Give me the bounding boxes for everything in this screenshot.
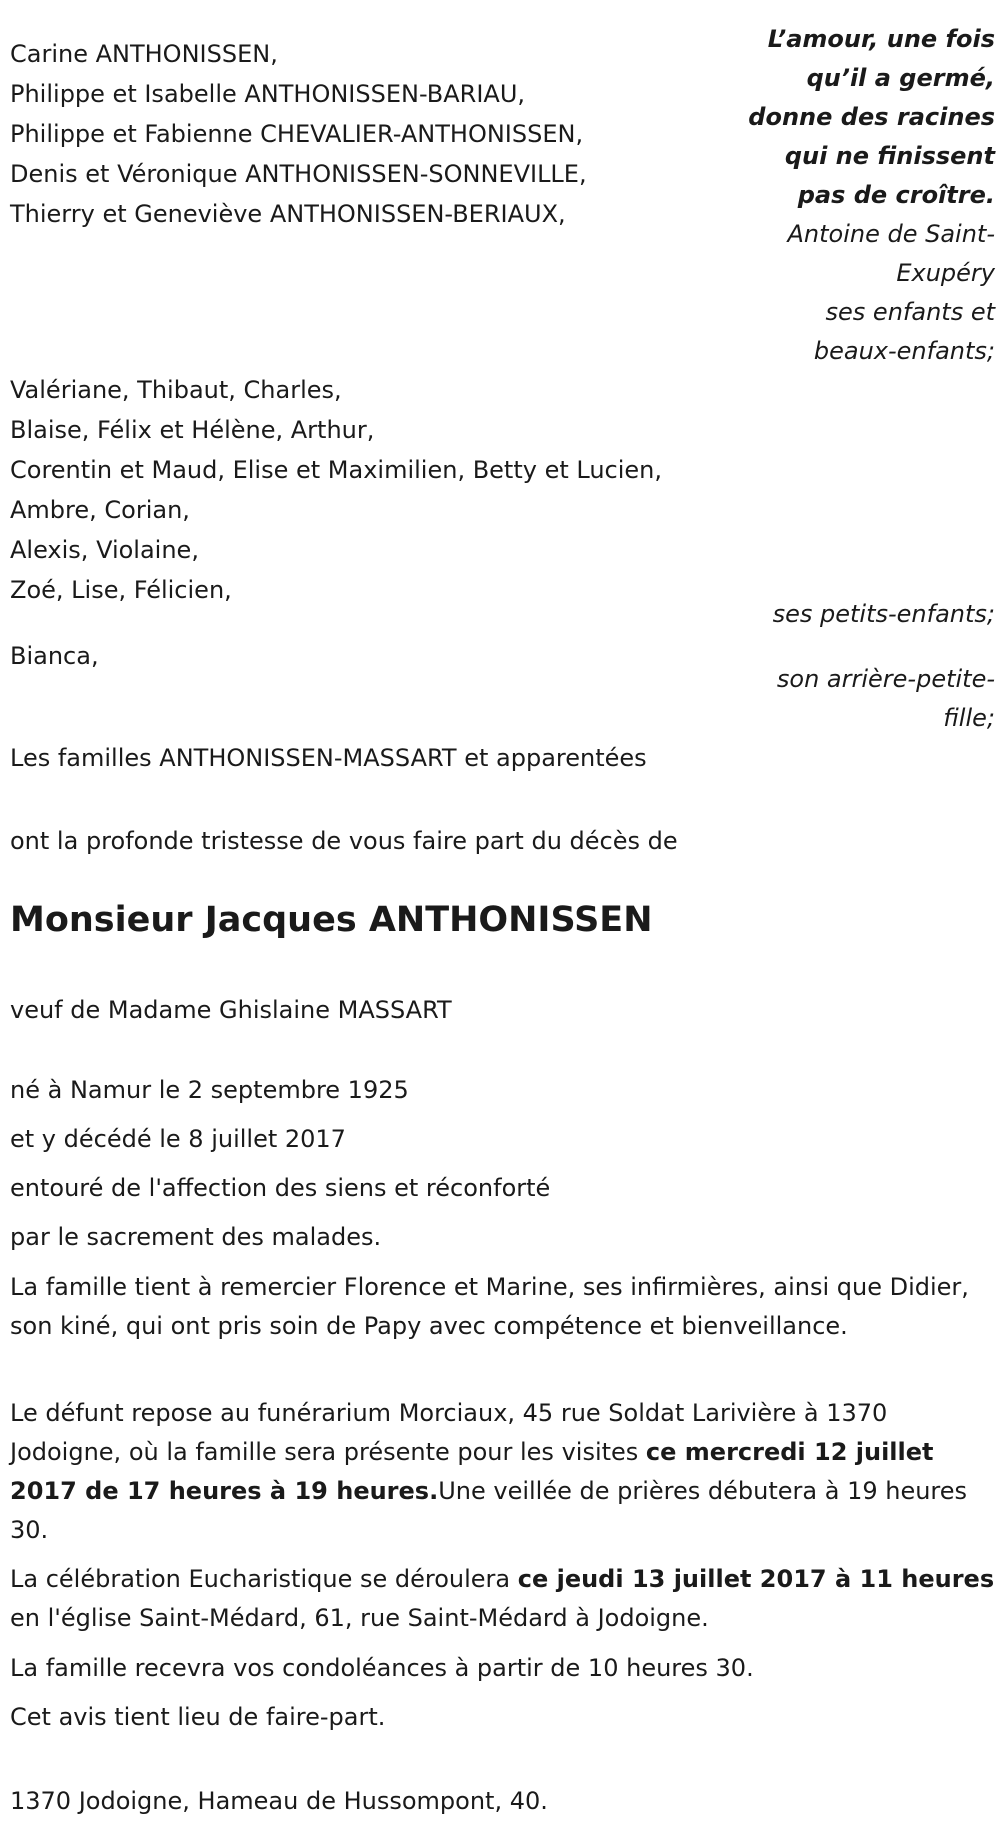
intro-line: ont la profonde tristesse de vous faire part du décès de	[10, 827, 678, 855]
list-item: Thierry et Geneviève ANTHONISSEN-BERIAUX,	[10, 200, 566, 228]
list-item: Blaise, Félix et Hélène, Arthur,	[10, 416, 375, 444]
list-item: Corentin et Maud, Elise et Maximilien, Betty et Lucien,	[10, 456, 663, 484]
deceased-name: Monsieur Jacques ANTHONISSEN	[10, 900, 653, 940]
list-item: Valériane, Thibaut, Charles,	[10, 376, 342, 404]
quote-line: qui ne finissent	[784, 142, 995, 170]
death-line: et y décédé le 8 juillet 2017	[10, 1125, 346, 1153]
visit-time: ce mercredi 12 juillet 2017 de 17 heures à 19 heures.	[10, 1438, 934, 1505]
widower-line: veuf de Madame Ghislaine MASSART	[10, 996, 452, 1024]
rest-paragraph: Le défunt repose au funérarium Morciaux, 45 rue Soldat Larivière à 1370 Jodoigne, où la famille sera présente pour les visites ce mercredi 12 juillet 2017 de 17 heures à 19 heures.Une veillée de prières débutera à 19 heures 30.	[10, 1399, 968, 1544]
role-grandchildren: ses petits-enfants;	[772, 600, 995, 628]
list-item: Carine ANTHONISSEN,	[10, 40, 278, 68]
quote-author: Antoine de Saint-	[787, 220, 995, 248]
address-line: 1370 Jodoigne, Hameau de Hussompont, 40.	[10, 1787, 548, 1815]
list-item: Zoé, Lise, Félicien,	[10, 576, 232, 604]
quote-line: L’amour, une fois	[767, 25, 995, 53]
mass-paragraph: La célébration Eucharistique se déroulera ce jeudi 13 juillet 2017 à 11 heures en l'église Saint-Médard, 61, rue Saint-Médard à Jodoigne.	[10, 1565, 995, 1632]
quote-line: pas de croître.	[797, 181, 995, 209]
notice-line: Cet avis tient lieu de faire-part.	[10, 1703, 386, 1731]
great-grandchild: Bianca,	[10, 642, 99, 670]
thanks-paragraph: La famille tient à remercier Florence et Marine, ses infirmières, ainsi que Didier, son kiné, qui ont pris soin de Papy avec compétence et bienveillance.	[10, 1273, 969, 1340]
list-item: Alexis, Violaine,	[10, 536, 199, 564]
condolences-line: La famille recevra vos condoléances à partir de 10 heures 30.	[10, 1654, 754, 1682]
quote-author: Exupéry	[896, 259, 995, 287]
surrounded-line: entouré de l'affection des siens et réconforté	[10, 1174, 551, 1202]
birth-line: né à Namur le 2 septembre 1925	[10, 1076, 409, 1104]
grandchildren-list	[10, 370, 662, 610]
list-item: Ambre, Corian,	[10, 496, 190, 524]
role-children: beaux-enfants;	[813, 337, 995, 365]
role-children: ses enfants et	[825, 298, 995, 326]
mass-time: ce jeudi 13 juillet 2017 à 11 heures	[517, 1565, 995, 1593]
children-list	[10, 34, 587, 234]
list-item: Philippe et Fabienne CHEVALIER-ANTHONISSEN,	[10, 120, 584, 148]
quote-line: donne des racines	[748, 103, 995, 131]
list-item: Denis et Véronique ANTHONISSEN-SONNEVILLE,	[10, 160, 587, 188]
epigraph	[745, 20, 995, 371]
families-line: Les familles ANTHONISSEN-MASSART et apparentées	[10, 744, 647, 772]
role-great-grandchild: son arrière-petite- fille;	[776, 665, 995, 732]
list-item: Philippe et Isabelle ANTHONISSEN-BARIAU,	[10, 80, 526, 108]
sacrament-line: par le sacrement des malades.	[10, 1223, 382, 1251]
quote-line: qu’il a germé,	[806, 64, 995, 92]
